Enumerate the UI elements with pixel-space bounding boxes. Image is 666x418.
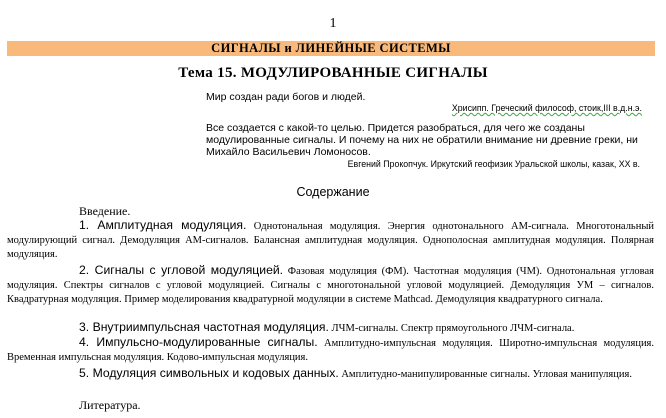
section-1-number: 1. [79,218,90,232]
literature-item: Литература. [79,398,141,412]
section-4-title: Импульсно-модулированные сигналы. [96,335,318,349]
epigraph-quote-2: Все создается с какой-то целью. Придется разобраться, для чего же созданы модулированные сигналы. И почему на них не обратили внимание ни древние греки, ни Михайло Васильевич Ломоносов. [206,122,638,158]
page-number: 1 [329,16,337,31]
section-5-title: Модуляция символьных и кодовых данных. [92,366,339,380]
section-2-body: Фазовая модуляция (ФМ). Частотная модуляция (ЧМ). Однотональная угловая модуляция. Спектры сигналов с угловой модуляцией. Сигналы с многотональной угловой модуляцией. Демодуляция УМ – сигналов. Квадратурная модуляция. Пример моделирования квадратурной модуляции в системе Mathcad. Демодуляция квадратурного сигнала. [7,266,654,305]
epigraph-source-2: Евгений Прокопчук. Иркутский геофизик Уральской школы, казак, XX в. [347,159,640,169]
section-2-heading [79,263,283,277]
section-3-heading [79,320,329,334]
section-1-title: Амплитудная модуляция. [97,218,247,232]
section-3-number: 3. [79,320,90,334]
contents-section-2 [7,263,654,307]
section-5-heading [79,366,339,380]
contents-title: Содержание [296,185,370,199]
section-4-number: 4. [79,335,90,349]
section-3-title: Внутриимпульсная частотная модуляция. [92,320,329,334]
contents-section-4 [7,335,654,365]
contents-section-5 [7,366,654,382]
section-1-body: Однотональная модуляция. Энергия однотонального АМ-сигнала. Многотональный модулирующий сигнал. Демодуляция АМ-сигналов. Балансная амплитудная модуляция. Однополосная амплитудная модуляция. Полярная модуляция. [7,221,655,260]
epigraph-source-1: Хрисипп. Греческий философ, стоик,III в.д.н.э. [451,103,642,113]
section-2-number: 2. [79,263,90,277]
section-5-body: Амплитудно-манипулированные сигналы. Угловая манипуляция. [341,369,632,380]
topic-title: Тема 15. МОДУЛИРОВАННЫЕ СИГНАЛЫ [178,65,488,81]
epigraph-quote-1: Мир создан ради богов и людей. [206,91,366,103]
section-4-heading [79,335,318,349]
intro-item: Введение. [79,204,131,218]
section-5-number: 5. [79,366,90,380]
section-4-body: Амплитудно-импульсная модуляция. Широтно-импульсная модуляция. Временная импульсная модуляция. Кодово-импульсная модуляция. [7,338,655,363]
course-header: СИГНАЛЫ и ЛИНЕЙНЫЕ СИСТЕМЫ [7,41,655,56]
section-2-title: Сигналы с угловой модуляцией. [94,263,284,277]
contents-section-1 [7,218,654,262]
section-1-heading [79,218,246,232]
contents-section-3 [7,320,654,336]
section-3-body: ЛЧМ-сигналы. Спектр прямоугольного ЛЧМ-сигнала. [331,323,575,334]
